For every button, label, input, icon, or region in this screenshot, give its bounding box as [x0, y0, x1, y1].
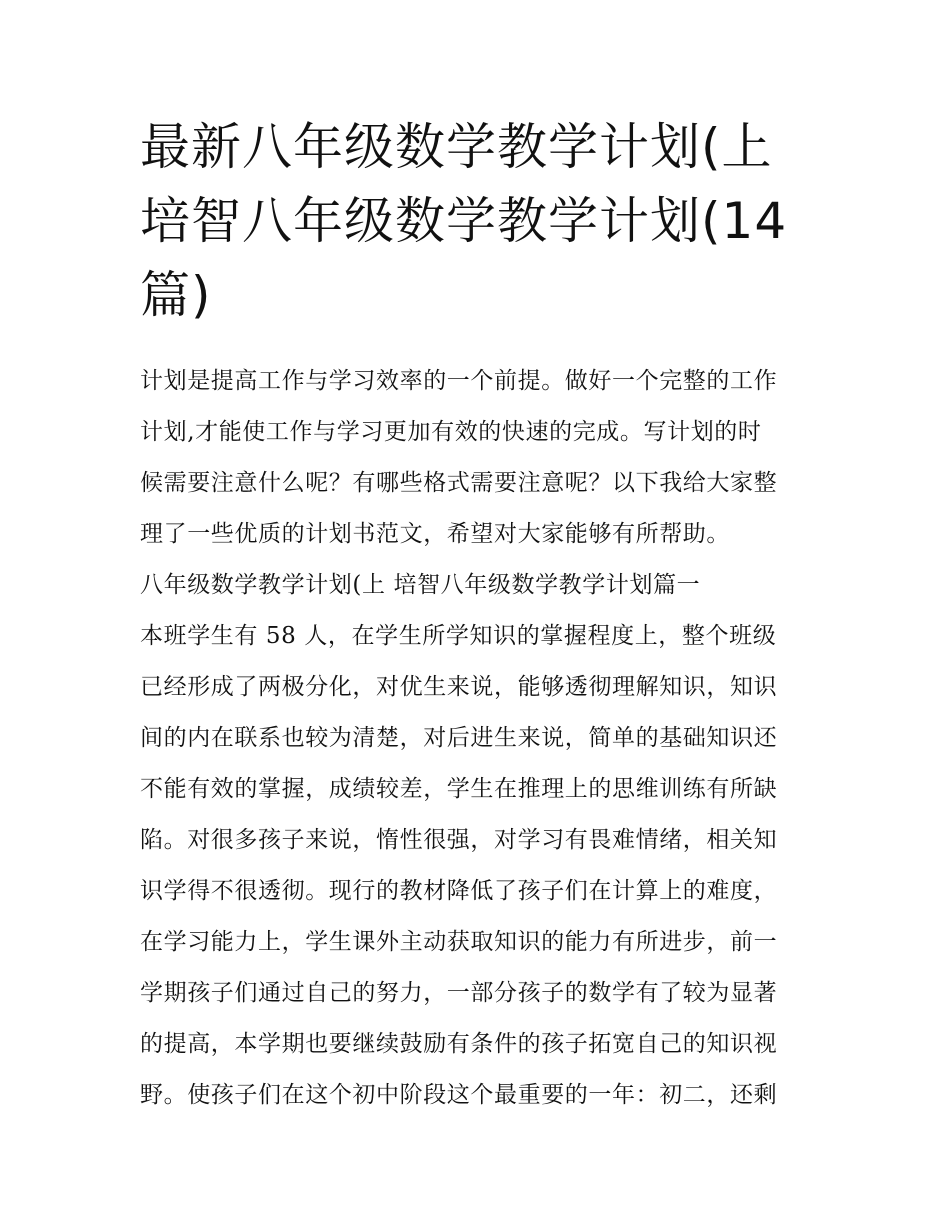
- title-line: 最新八年级数学教学计划(上: [140, 118, 773, 176]
- document-body: [140, 356, 816, 1121]
- section-heading: 八年级数学教学计划(上 培智八年级数学教学计划篇一: [140, 572, 701, 598]
- section-line: 间的内在联系也较为清楚，对后进生来说，简单的基础知识还: [140, 725, 778, 751]
- section-line: 学期孩子们通过自己的努力，一部分孩子的数学有了较为显著: [140, 980, 778, 1006]
- intro-line: 计划,才能使工作与学习更加有效的快速的完成。写计划的时: [140, 419, 762, 445]
- intro-line: 理了一些优质的计划书范文，希望对大家能够有所帮助。: [140, 521, 730, 547]
- intro-line: 候需要注意什么呢？有哪些格式需要注意呢？以下我给大家整: [140, 470, 778, 496]
- section-line: 已经形成了两极分化，对优生来说，能够透彻理解知识，知识: [140, 674, 778, 700]
- title-line: 篇): [140, 266, 212, 324]
- section-line: 的提高，本学期也要继续鼓励有条件的孩子拓宽自己的知识视: [140, 1031, 778, 1057]
- intro-line: 计划是提高工作与学习效率的一个前提。做好一个完整的工作: [140, 368, 778, 394]
- section-line: 本班学生有 58 人，在学生所学知识的掌握程度上，整个班级: [140, 623, 777, 649]
- section-line: 不能有效的掌握，成绩较差，学生在推理上的思维训练有所缺: [140, 776, 778, 802]
- section-line: 陷。对很多孩子来说，惰性很强，对学习有畏难情绪，相关知: [140, 827, 778, 853]
- section-line: 在学习能力上，学生课外主动获取知识的能力有所进步，前一: [140, 929, 778, 955]
- section-line: 识学得不很透彻。现行的教材降低了孩子们在计算上的难度，: [140, 878, 778, 904]
- title-line: 培智八年级数学教学计划(14: [140, 192, 788, 250]
- document-title: [140, 110, 800, 332]
- section-line: 野。使孩子们在这个初中阶段这个最重要的一年：初二，还剩: [140, 1082, 778, 1108]
